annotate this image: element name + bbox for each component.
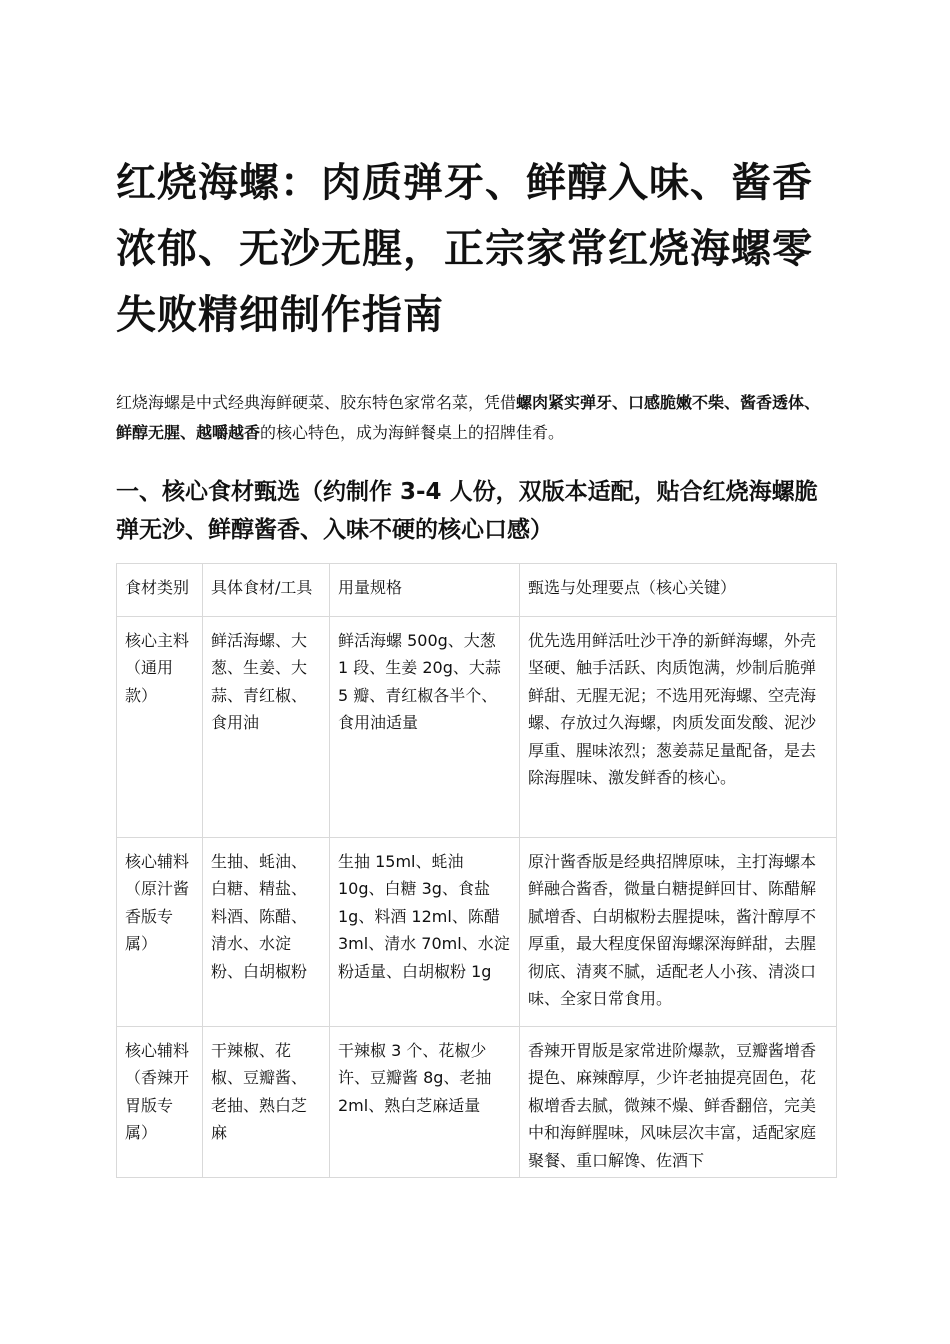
cell-items: 生抽、蚝油、白糖、精盐、料酒、陈醋、清水、水淀粉、白胡椒粉 xyxy=(203,837,330,1026)
cell-items: 干辣椒、花椒、豆瓣酱、老抽、熟白芝麻 xyxy=(203,1026,330,1177)
cell-items: 鲜活海螺、大葱、生姜、大蒜、青红椒、食用油 xyxy=(203,616,330,837)
table-header-row xyxy=(117,564,837,617)
cell-notes: 原汁酱香版是经典招牌原味，主打海螺本鲜融合酱香，微量白糖提鲜回甘、陈醋解腻增香、白胡椒粉去腥提味，酱汁醇厚不厚重，最大程度保留海螺深海鲜甜，去腥彻底、清爽不腻，适配老人小孩、清淡口味、全家日常食用。 xyxy=(520,837,837,1026)
header-notes: 甄选与处理要点（核心关键） xyxy=(520,564,837,617)
cell-amount: 生抽 15ml、蚝油 10g、白糖 3g、食盐 1g、料酒 12ml、陈醋 3ml、清水 70ml、水淀粉适量、白胡椒粉 1g xyxy=(330,837,520,1026)
intro-text-bold: 螺肉紧实弹牙、口感脆嫩不柴、酱香透体、鲜醇无腥、越嚼越香 xyxy=(116,393,821,442)
cell-category: 核心辅料（原汁酱香版专属） xyxy=(117,837,203,1026)
table-row xyxy=(117,616,837,837)
cell-notes: 优先选用鲜活吐沙干净的新鲜海螺，外壳坚硬、触手活跃、肉质饱满，炒制后脆弹鲜甜、无腥无泥；不选用死海螺、空壳海螺、存放过久海螺，肉质发面发酸、泥沙厚重、腥味浓烈；葱姜蒜足量配备，是去除海腥味、激发鲜香的核心。 xyxy=(520,616,837,837)
header-category: 食材类别 xyxy=(117,564,203,617)
table-row xyxy=(117,1026,837,1177)
header-items: 具体食材/工具 xyxy=(203,564,330,617)
section-heading-ingredients: 一、核心食材甄选（约制作 3-4 人份，双版本适配，贴合红烧海螺脆弹无沙、鲜醇酱香、入味不硬的核心口感） xyxy=(116,479,818,543)
intro-text-end: 的核心特色，成为海鲜餐桌上的招牌佳肴。 xyxy=(260,423,565,442)
cell-amount: 干辣椒 3 个、花椒少许、豆瓣酱 8g、老抽 2ml、熟白芝麻适量 xyxy=(330,1026,520,1177)
ingredients-table xyxy=(116,563,837,1178)
table-row xyxy=(117,837,837,1026)
cell-category: 核心主料（通用款） xyxy=(117,616,203,837)
intro-text-start: 红烧海螺是中式经典海鲜硬菜、胶东特色家常名菜，凭借 xyxy=(116,393,517,412)
page-title: 红烧海螺：肉质弹牙、鲜醇入味、酱香浓郁、无沙无腥，正宗家常红烧海螺零失败精细制作指南 xyxy=(116,160,813,338)
header-amount: 用量规格 xyxy=(330,564,520,617)
document-page xyxy=(116,150,836,1178)
cell-category: 核心辅料（香辣开胃版专属） xyxy=(117,1026,203,1177)
intro-paragraph xyxy=(116,388,836,448)
cell-amount: 鲜活海螺 500g、大葱 1 段、生姜 20g、大蒜 5 瓣、青红椒各半个、食用油适量 xyxy=(330,616,520,837)
cell-notes: 香辣开胃版是家常进阶爆款，豆瓣酱增香提色、麻辣醇厚，少许老抽提亮固色，花椒增香去腻，微辣不燥、鲜香翻倍，完美中和海鲜腥味，风味层次丰富，适配家庭聚餐、重口解馋、佐酒下 xyxy=(520,1026,837,1177)
